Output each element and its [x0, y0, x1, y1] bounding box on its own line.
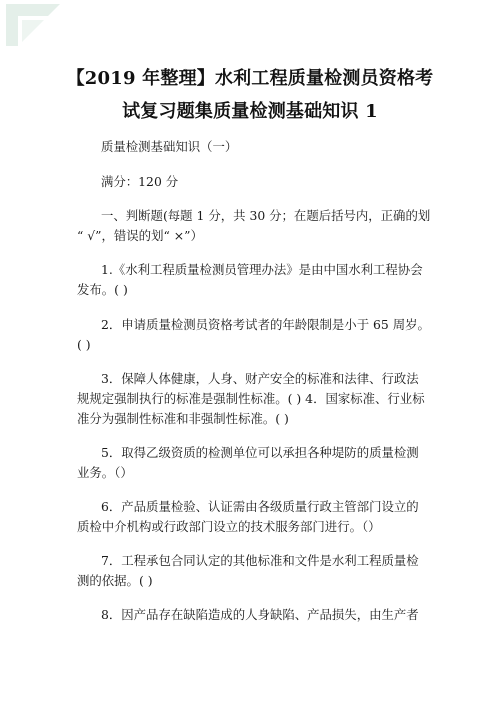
section-heading-line-1: 一、判断题(每题 1 分，共 30 分；在题后括号内，正确的划: [101, 208, 431, 223]
question-5-line-1: 5．取得乙级资质的检测单位可以承担各种堤防的质量检测: [101, 445, 419, 460]
subtitle: 质量检测基础知识（一）: [101, 139, 238, 154]
question-7-line-2: 测的依据。( ): [77, 573, 153, 588]
question-3-line-2: 规规定强制执行的标准是强制性标准。( ) 4．国家标准、行业标: [77, 391, 425, 406]
question-2-line-1: 2．申请质量检测员资格考试者的年龄限制是小于 65 周岁。: [101, 317, 430, 332]
question-8-line-1: 8．因产品存在缺陷造成的人身缺陷、产品损失，由生产者: [101, 607, 419, 622]
score: 满分：120 分: [101, 174, 179, 189]
question-6-line-2: 质检中介机构或行政部门设立的技术服务部门进行。（）: [77, 519, 381, 534]
question-1-line-1: 1.《水利工程质量检测员管理办法》是由中国水利工程协会: [101, 262, 423, 277]
title-line-1: 【2019 年整理】水利工程质量检测员资格考: [66, 68, 434, 89]
question-3-line-3: 准分为强制性标准和非强制性标准。( ): [77, 411, 289, 426]
question-5-line-2: 业务。（）: [77, 465, 133, 480]
question-6-line-1: 6．产品质量检验、认证需由各级质量行政主管部门设立的: [101, 499, 419, 514]
section-heading-line-2: “ √”，错误的划“ ×”）: [77, 228, 203, 243]
question-1-line-2: 发布。( ): [77, 282, 128, 297]
question-3-line-1: 3．保障人体健康，人身、财产安全的标准和法律、行政法: [101, 371, 419, 386]
question-7-line-1: 7．工程承包合同认定的其他标准和文件是水利工程质量检: [101, 553, 419, 568]
question-2-line-2: ( ): [77, 337, 91, 352]
title-line-2: 试复习题集质量检测基础知识 1: [122, 101, 378, 122]
corner-watermark-shape: [4, 2, 62, 48]
